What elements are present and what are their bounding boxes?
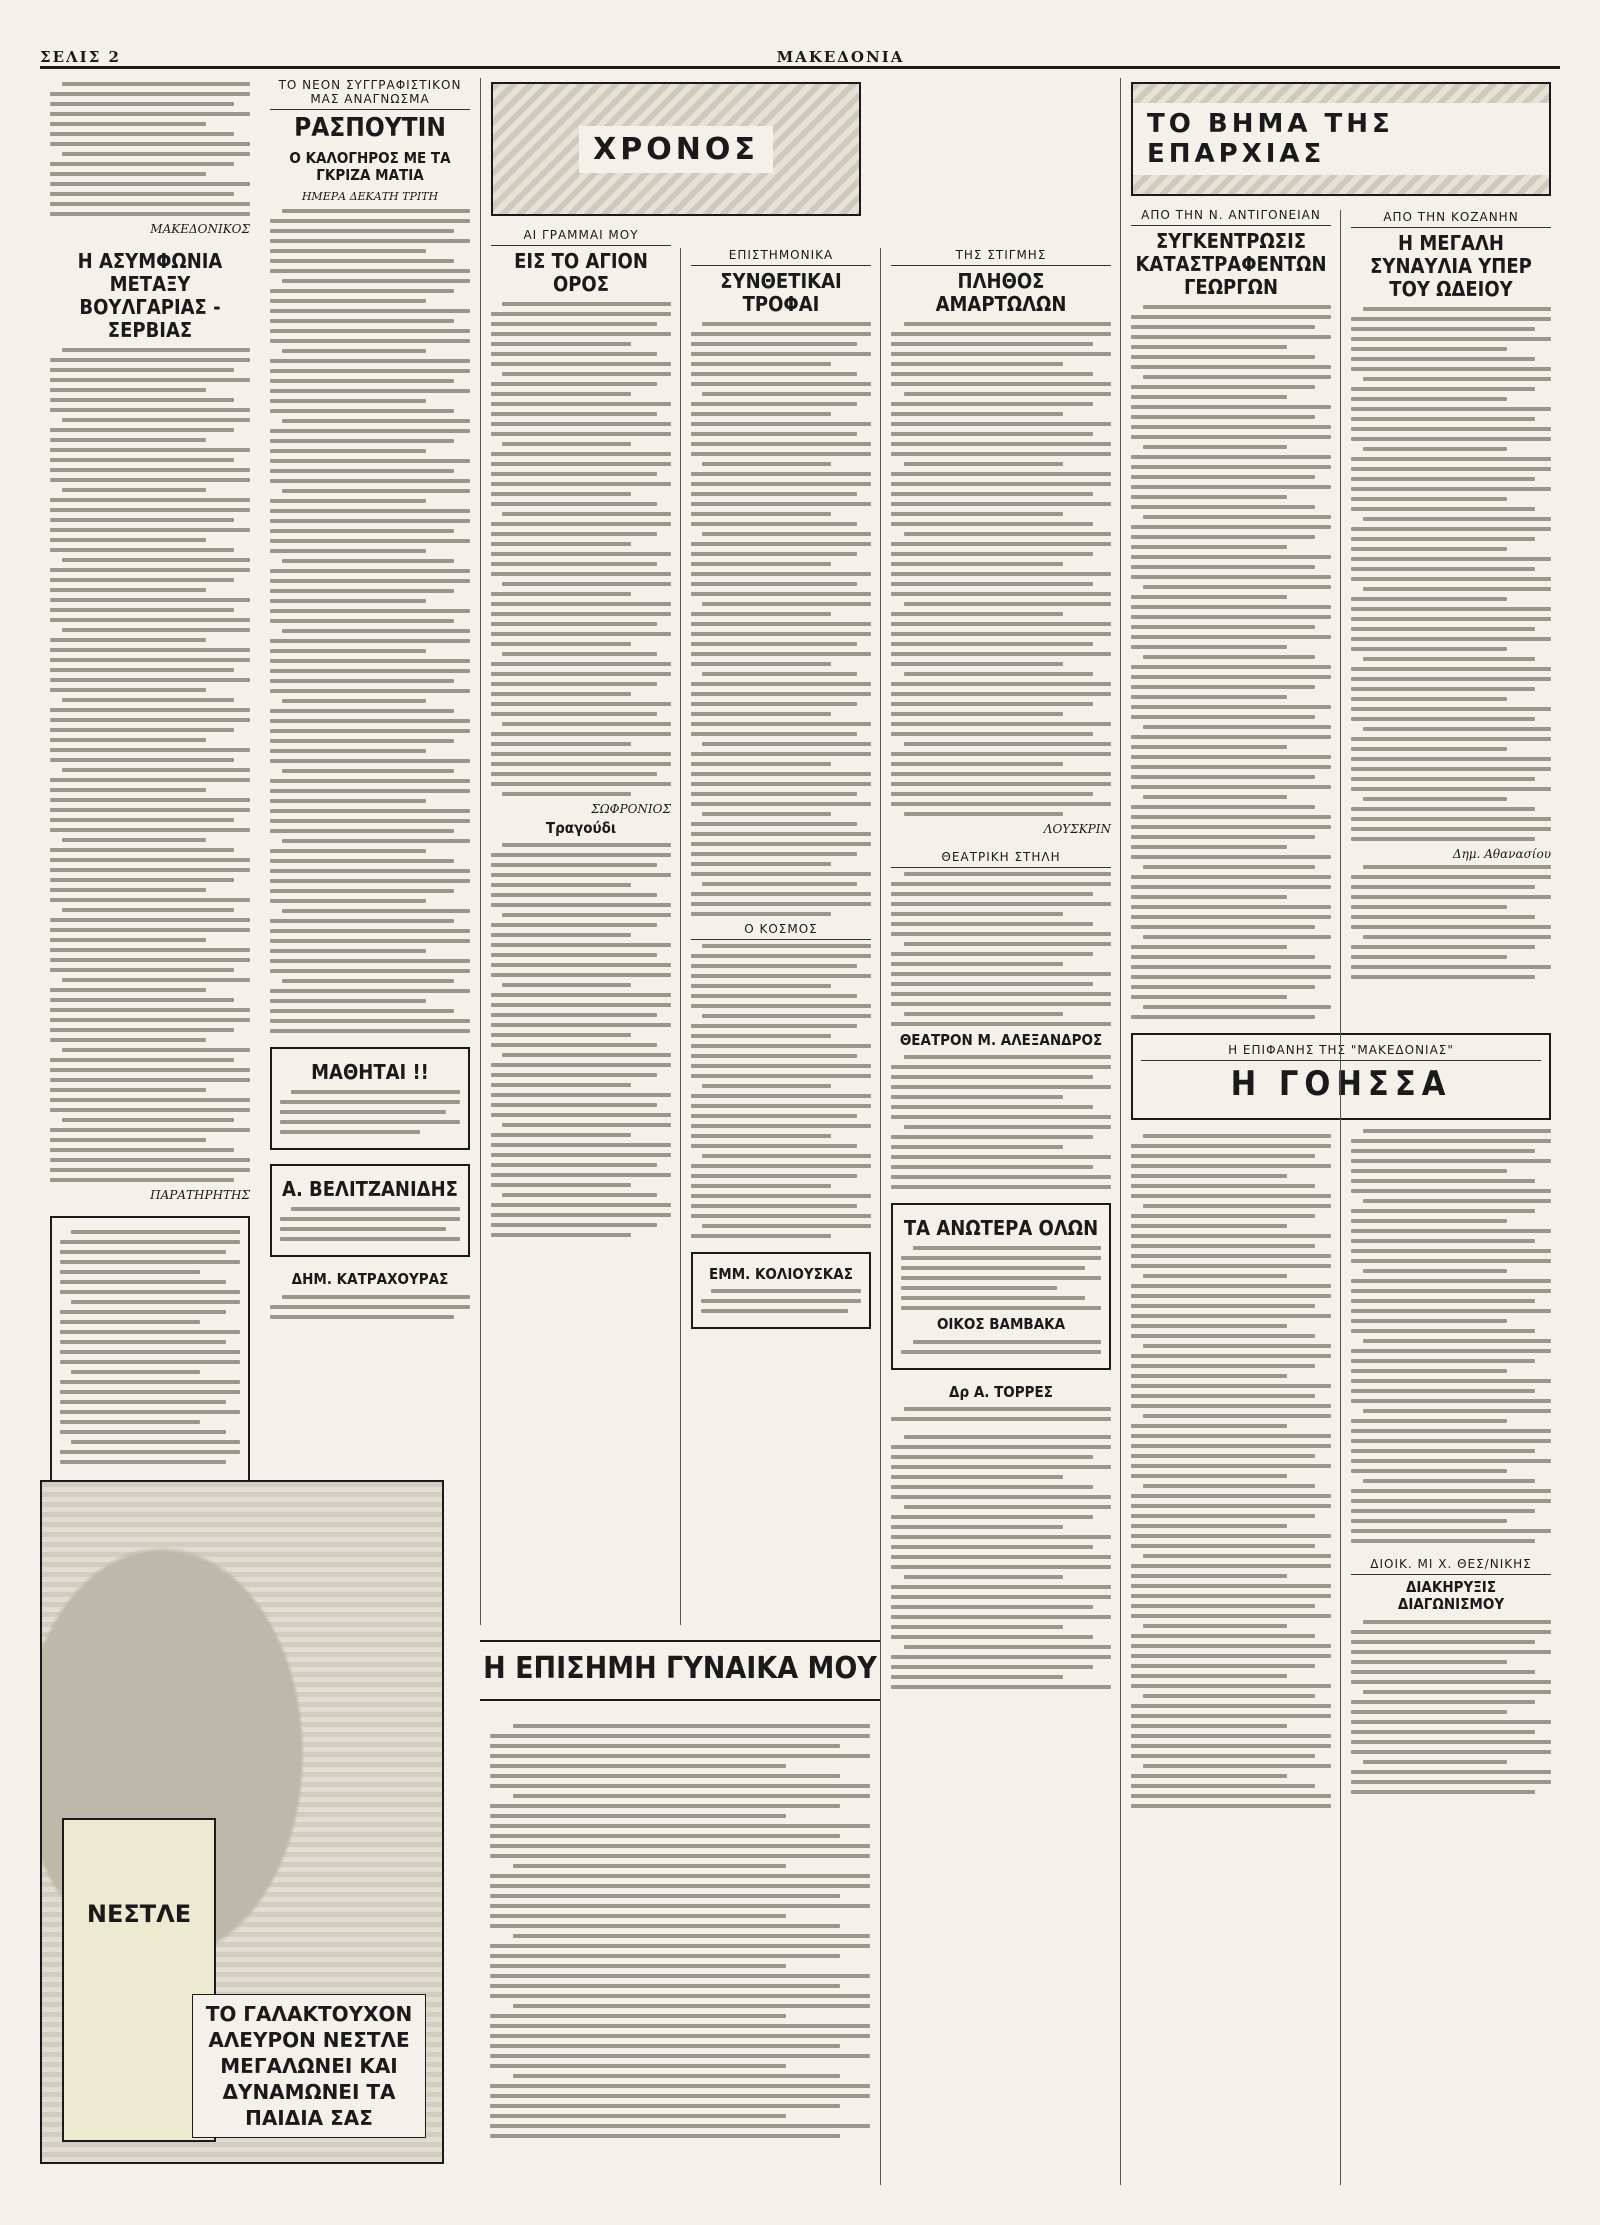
serial-body xyxy=(490,1724,870,2138)
article-signature: ΣΩΦΡΟΝΙΟΣ xyxy=(591,802,671,816)
folio-paper-name: ΜΑΚΕΔΟΝΙΑ xyxy=(776,48,905,66)
body-text-lines xyxy=(691,944,871,1238)
serial-rasputin xyxy=(270,78,470,1033)
notice-name: ΔΗΜ. ΚΑΤΡΑΧΟΥΡΑΣ xyxy=(291,1270,449,1289)
doctor-notice xyxy=(270,1271,470,1318)
body-text-lines xyxy=(891,872,1111,1026)
article-mount-athos xyxy=(491,228,671,1237)
serial-subtitle: Ο ΚΑΛΟΓΗΡΟΣ ΜΕ ΤΑ ΓΚΡΙΖΑ ΜΑΤΙΑ xyxy=(289,148,451,185)
ad-subheadline: ΟΙΚΟΣ ΒΑΜΒΑΚΑ xyxy=(936,1315,1066,1334)
body-text-lines xyxy=(1131,1134,1331,1808)
article-headline: Η ΜΕΓΑΛΗ ΣΥΝΑΥΛΙΑ ΥΠΕΡ ΤΟΥ ΩΔΕΙΟΥ xyxy=(1370,231,1532,301)
article-headline: ΕΙΣ ΤΟ ΑΓΙΟΝ ΟΡΟΣ xyxy=(514,249,648,296)
column-2 xyxy=(260,78,480,1445)
advertisement-slogan: ΤΟ ΓΑΛΑΚΤΟΥΧΟΝ ΑΛΕΥΡΟΝ ΝΕΣΤΛΕ ΜΕΓΑΛΩΝΕΙ ΚΑΙ ΔΥΝΑΜΩΝΕΙ ΤΑ ΠΑΙΔΙΑ ΣΑΣ xyxy=(192,1994,426,2138)
provinces-masthead-title: ΤΟ ΒΗΜΑ ΤΗΣ ΕΠΑΡΧΙΑΣ xyxy=(1133,103,1549,175)
article-synthetic-food xyxy=(691,248,871,1238)
tender-notice xyxy=(1351,1557,1551,1794)
pediatrician-ad xyxy=(691,1252,871,1329)
section-kicker: Η ΕΠΙΦΑΝΗΣ ΤΗΣ "ΜΑΚΕΔΟΝΙΑΣ" xyxy=(1141,1043,1541,1061)
article-sinners xyxy=(891,248,1111,836)
body-text-lines xyxy=(50,348,250,1182)
article-headline: Η ΑΣΥΜΦΩΝΙΑ ΜΕΤΑΞΥ ΒΟΥΛΓΑΡΙΑΣ - ΣΕΡΒΙΑΣ xyxy=(77,249,223,342)
section-kicker: ΘΕΑΤΡΙΚΗ ΣΤΗΛΗ xyxy=(891,850,1111,868)
article-bulgaria-serbia xyxy=(50,250,250,1202)
article-dateline: ΑΠΟ ΤΗΝ ΚΟΖΑΝΗΝ xyxy=(1351,210,1551,228)
article-continued xyxy=(891,1435,1111,1689)
ad-headline: Α. ΒΕΛΙΤΖΑΝΙΔΗΣ xyxy=(282,1177,458,1202)
folio-page-number: ΣΕΛΙΣ 2 xyxy=(40,48,121,66)
article-antigoneia xyxy=(1131,208,1331,1019)
article-signature: ΛΟΥΣΚΡΙΝ xyxy=(1043,822,1111,836)
article-signature: ΠΑΡΑΤΗΡΗΤΗΣ xyxy=(150,1188,250,1202)
article-kozani-concert xyxy=(1351,210,1551,979)
body-text-lines xyxy=(490,1724,870,2138)
body-text-lines xyxy=(491,843,671,1237)
ad-headline: ΜΑΘΗΤΑΙ !! xyxy=(311,1060,429,1085)
ad-headline: ΤΑ ΑΝΩΤΕΡΑ ΟΛΩΝ xyxy=(903,1216,1099,1241)
chronos-masthead-title: ΧΡΟΝΟΣ xyxy=(579,126,773,173)
body-text-lines xyxy=(270,209,470,1033)
chronos-masthead-art xyxy=(491,82,861,216)
article-dateline: ΑΠΟ ΤΗΝ Ν. ΑΝΤΙΓΟΝΕΙΑΝ xyxy=(1131,208,1331,226)
section-kicker: ΑΙ ΓΡΑΜΜΑΙ ΜΟΥ xyxy=(491,228,671,246)
section-kicker: ΕΠΙΣΤΗΜΟΝΙΚΑ xyxy=(691,248,871,266)
ad-text-lines xyxy=(280,1207,460,1241)
theatre-heading: ΘΕΑΤΡΟΝ Μ. ΑΛΕΞΑΝΔΡΟΣ xyxy=(899,1031,1103,1049)
column-4 xyxy=(680,248,881,1625)
section-kicker: ΔΙΟΙΚ. ΜΙ Χ. ΘΕΣ/ΝΙΚΗΣ xyxy=(1351,1557,1551,1575)
body-text-lines xyxy=(1131,305,1331,1019)
poem-title: Τραγούδι xyxy=(545,819,617,837)
body-text-lines xyxy=(1351,1129,1551,1543)
serial-goissa-continued xyxy=(1351,1129,1551,1543)
serial-title: Η ΓΟΗΣΣΑ xyxy=(1230,1064,1452,1104)
column-serial-body xyxy=(480,1720,880,2185)
section-kicker: ΤΟ ΝΕΟΝ ΣΥΓΓΡΑΦΙΣΤΙΚΟΝ ΜΑΣ ΑΝΑΓΝΩΣΜΑ xyxy=(270,78,470,110)
section-kicker: ΤΗΣ ΣΤΙΓΜΗΣ xyxy=(891,248,1111,266)
serial-goissa-body xyxy=(1131,1134,1331,1808)
article-signature: ΜΑΚΕΔΟΝΙΚΟΣ xyxy=(150,222,250,236)
body-text-lines xyxy=(891,1055,1111,1189)
ad-text-lines xyxy=(901,1246,1101,1310)
provinces-masthead-art xyxy=(1131,82,1551,196)
column-7 xyxy=(1340,210,1561,2185)
ad-text-lines xyxy=(891,1407,1111,1421)
body-text-lines xyxy=(1351,1620,1551,1794)
ad-text-lines xyxy=(901,1340,1101,1354)
article-headline: ΠΛΗΘΟΣ ΑΜΑΡΤΩΛΩΝ xyxy=(935,269,1067,316)
page-folio xyxy=(40,40,1560,69)
serial-banner xyxy=(480,1640,880,1701)
ad-text-lines xyxy=(280,1090,460,1134)
serial-day: ΗΜΕΡΑ ΔΕΚΑΤΗ ΤΡΙΤΗ xyxy=(301,190,439,204)
ad-text-lines xyxy=(701,1289,861,1313)
article-headline: ΣΥΓΚΕΝΤΡΩΣΙΣ ΚΑΤΑΣΤΡΑΦΕΝΤΩΝ ΓΕΩΡΓΩΝ xyxy=(1135,229,1327,299)
nestle-advertisement xyxy=(40,1480,444,2164)
body-text-lines xyxy=(891,322,1111,816)
doctor-ad xyxy=(270,1164,470,1257)
body-text-lines xyxy=(1351,307,1551,841)
ad-headline: ΕΜΜ. ΚΟΛΙΟΥΣΚΑΣ xyxy=(709,1265,853,1283)
serial-title: ΡΑΣΠΟΥΤΙΝ xyxy=(294,113,446,143)
body-text-lines xyxy=(1351,865,1551,979)
ophthalmologist-ad xyxy=(891,1384,1111,1421)
article-headline: ΣΥΝΘΕΤΙΚΑΙ ΤΡΟΦΑΙ xyxy=(720,269,842,316)
tutoring-ad xyxy=(270,1047,470,1150)
article-signature: Δημ. Αθανασίου xyxy=(1452,847,1551,861)
body-text-lines xyxy=(891,1435,1111,1689)
product-tin-label: ΝΕΣΤΛΕ xyxy=(86,1900,192,1928)
ad-text-lines xyxy=(60,1230,240,1464)
body-text-lines xyxy=(691,322,871,916)
ad-text-lines xyxy=(270,1295,470,1319)
ad-headline: Δρ Α. ΤΟΡΡΕΣ xyxy=(949,1382,1053,1401)
column-3 xyxy=(480,78,759,1625)
section-kicker: Ο ΚΟΣΜΟΣ xyxy=(691,922,871,940)
serial-banner-title: Η ΕΠΙΣΗΜΗ ΓΥΝΑΙΚΑ ΜΟΥ xyxy=(483,1651,877,1686)
notice-headline: ΔΙΑΚΗΡΥΞΙΣ ΔΙΑΓΩΝΙΣΜΟΥ xyxy=(1397,1578,1505,1614)
theatre-column xyxy=(891,850,1111,1189)
body-text-lines xyxy=(50,82,250,216)
body-text-lines xyxy=(491,302,671,796)
article-continued xyxy=(50,82,250,236)
column-5 xyxy=(880,248,1121,2185)
pasta-ad xyxy=(891,1203,1111,1369)
